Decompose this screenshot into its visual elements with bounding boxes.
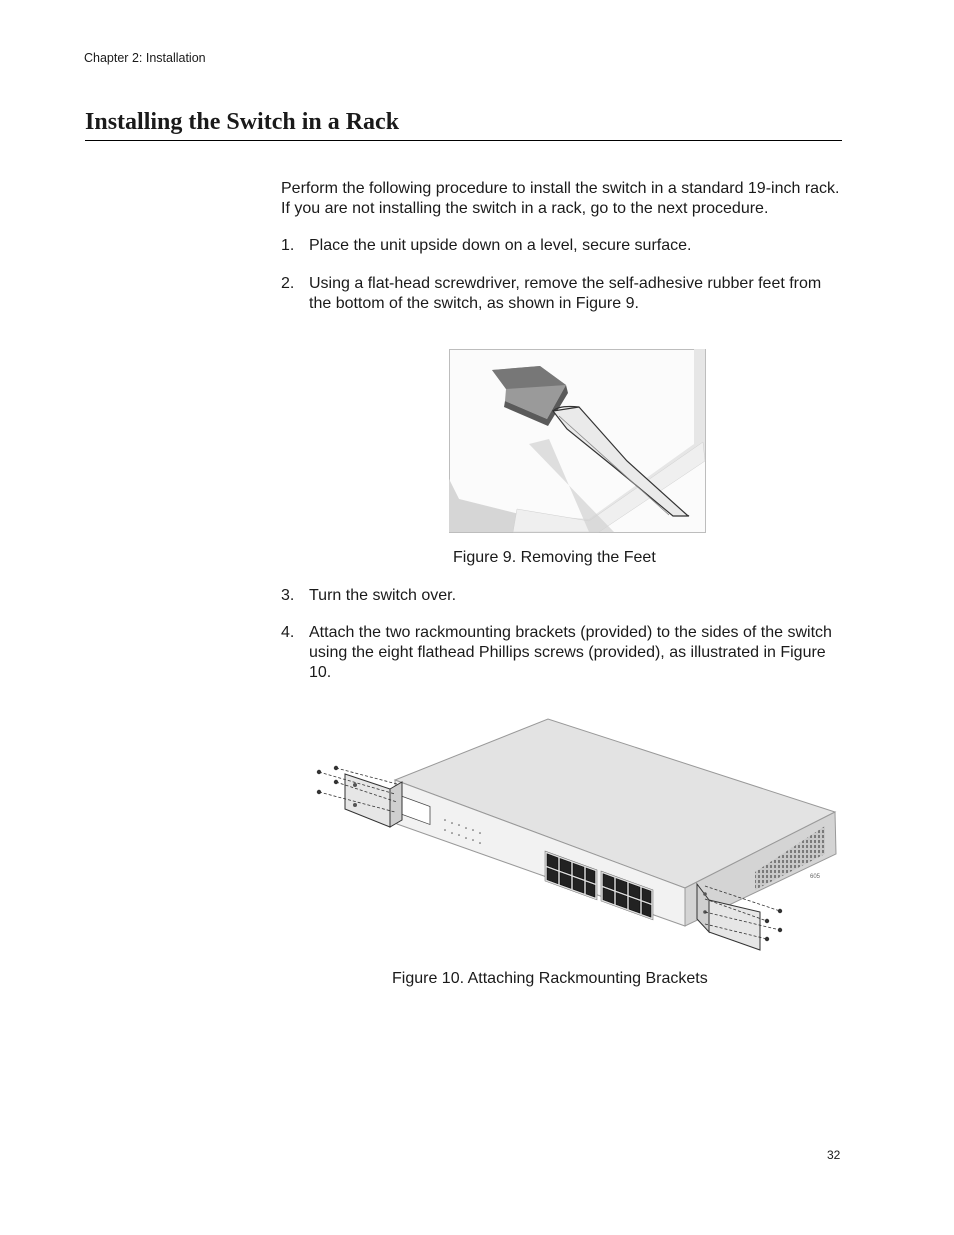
step-text: Attach the two rackmounting brackets (provided) to the sides of the switch using the eight flathead Phillips screws (provided), as illustrated in Figure 10. — [309, 624, 832, 681]
step-number: 4. — [281, 624, 295, 641]
running-header: Chapter 2: Installation — [84, 51, 206, 65]
step-text: Place the unit upside down on a level, secure surface. — [309, 237, 692, 254]
step-text: Using a flat-head screwdriver, remove the self-adhesive rubber feet from the bottom of the switch, as shown in Figure 9. — [309, 275, 822, 312]
figure-9-removing-feet-illustration — [449, 349, 706, 533]
step-number: 1. — [281, 237, 295, 254]
figure-art-number: 605 — [810, 874, 821, 880]
step-text: Turn the switch over. — [309, 587, 457, 604]
figure-10-rackmount-brackets-illustration — [305, 714, 845, 954]
page-number: 32 — [827, 1148, 841, 1162]
step-number: 2. — [281, 275, 295, 292]
step-number: 3. — [281, 587, 295, 604]
figure-9-caption: Figure 9. Removing the Feet — [453, 549, 656, 566]
intro-paragraph: Perform the following procedure to install the switch in a standard 19-inch rack. If you are not installing the switch in a rack, go to the next procedure. — [281, 180, 840, 217]
section-title: Installing the Switch in a Rack — [85, 106, 842, 141]
figure-10-caption: Figure 10. Attaching Rackmounting Brackets — [392, 970, 708, 987]
